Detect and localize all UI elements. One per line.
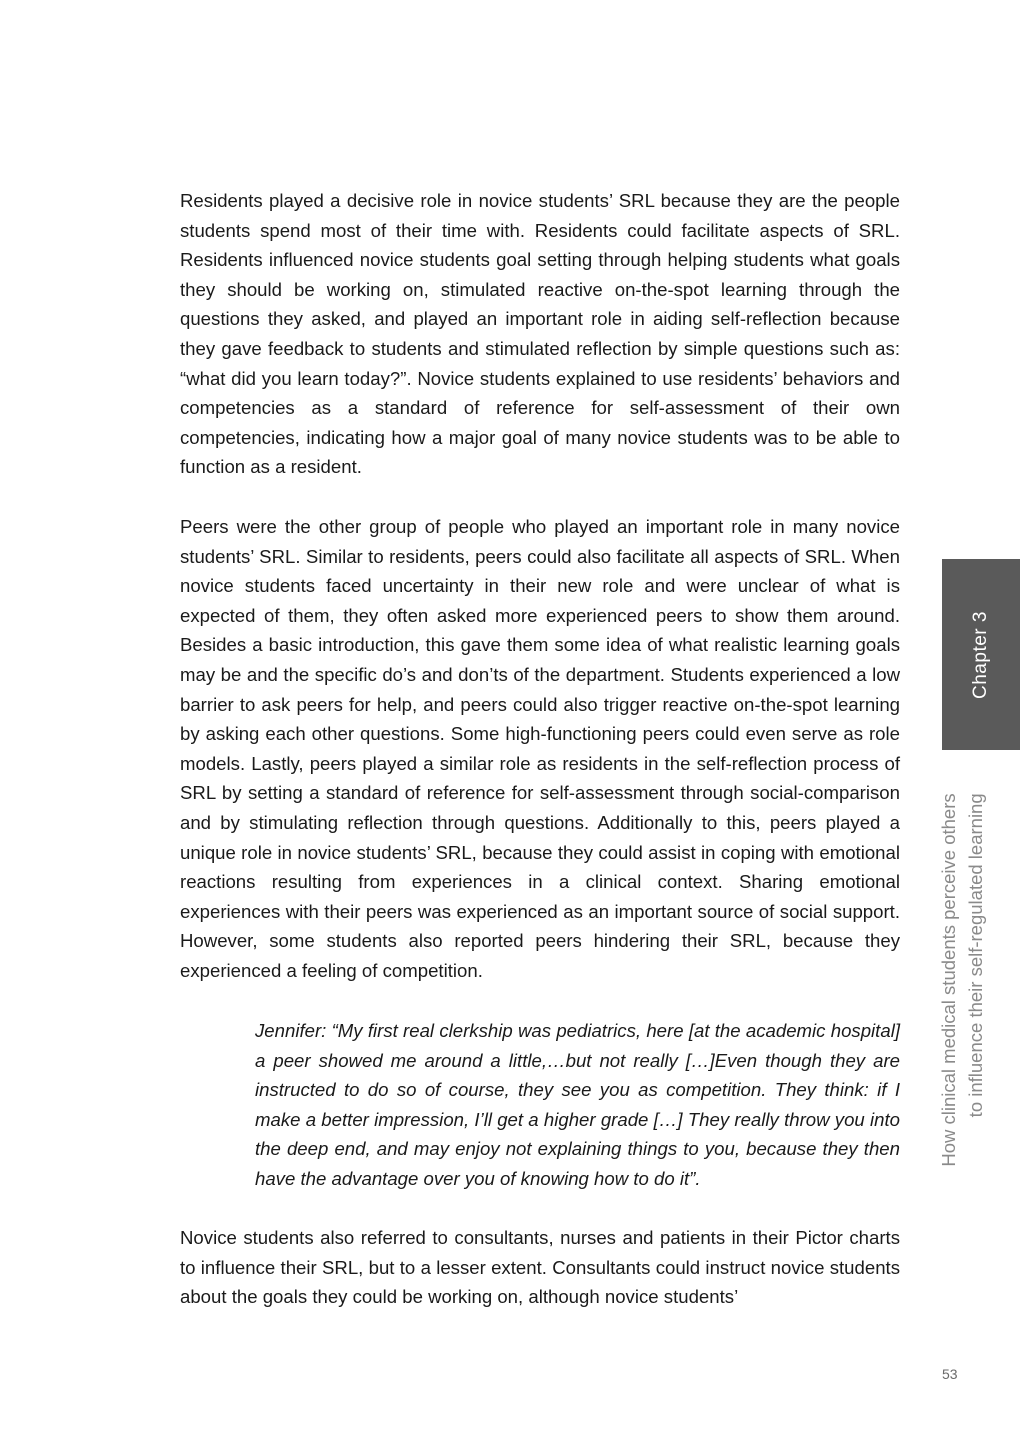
body-paragraph-residents: Residents played a decisive role in novice students’ SRL because they are the people students spend most of their time with. Residents could facilitate aspects of SRL. Residents influenced novice students goal setting through helping students what goals they should be working on, stimulated reactive on-the-spot learning through the questions they asked, and played an important role in aiding self-reflection because they gave feedback to students and stimulated reflection by simple questions such as: “what did you learn today?”. Novice students explained to use residents’ behaviors and competencies as a standard of reference for self-assessment of their own competencies, indicating how a major goal of many novice students was to be able to function as a resident. (180, 190, 900, 478)
chapter-tab-label: Chapter 3 (970, 610, 991, 699)
running-title-line-1: How clinical medical students perceive others (938, 793, 959, 1167)
body-paragraph-consultants: Novice students also referred to consultants, nurses and patients in their Pictor charts to influence their SRL, but to a lesser extent. Consultants could instruct novice students about the goals they could be working on, although novice students’ (180, 1227, 900, 1308)
chapter-tab (942, 559, 1020, 750)
running-title-line-2: to influence their self-regulated learning (965, 793, 986, 1118)
interview-quote-jennifer: Jennifer: “My first real clerkship was pediatrics, here [at the academic hospital] a peer showed me around a little,…but not really […]Even though they are instructed to do so of course, they see you as competition. They think: if I make a better impression, I’ll get a higher grade […] They really throw you into the deep end, and may enjoy not explaining things to you, because they then have the advantage over you of knowing how to do it”. (255, 1020, 900, 1189)
page-number: 53 (942, 1366, 958, 1382)
body-paragraph-peers: Peers were the other group of people who played an important role in many novice students’ SRL. Similar to residents, peers could also facilitate all aspects of SRL. When novice students faced uncertainty in their new role and were unclear of what is expected of them, they often asked more experienced peers to show them around. Besides a basic introduction, this gave them some idea of what realistic learning goals may be and the specific do’s and don’ts of the department. Students experienced a low barrier to ask peers for help, and peers could also trigger reactive on-the-spot learning by asking each other questions. Some high-functioning peers could even serve as role models. Lastly, peers played a similar role as residents in the self-reflection process of SRL by setting a standard of reference for self-assessment through social-comparison and by stimulating reflection through questions. Additionally to this, peers played a unique role in novice students’ SRL, because they could assist in coping with emotional reactions resulting from experiences in a clinical context. Sharing emotional experiences with their peers was experienced as an important source of social support. However, some students also reported peers hindering their SRL, because they experienced a feeling of competition. (180, 516, 900, 981)
running-title (935, 793, 989, 1166)
